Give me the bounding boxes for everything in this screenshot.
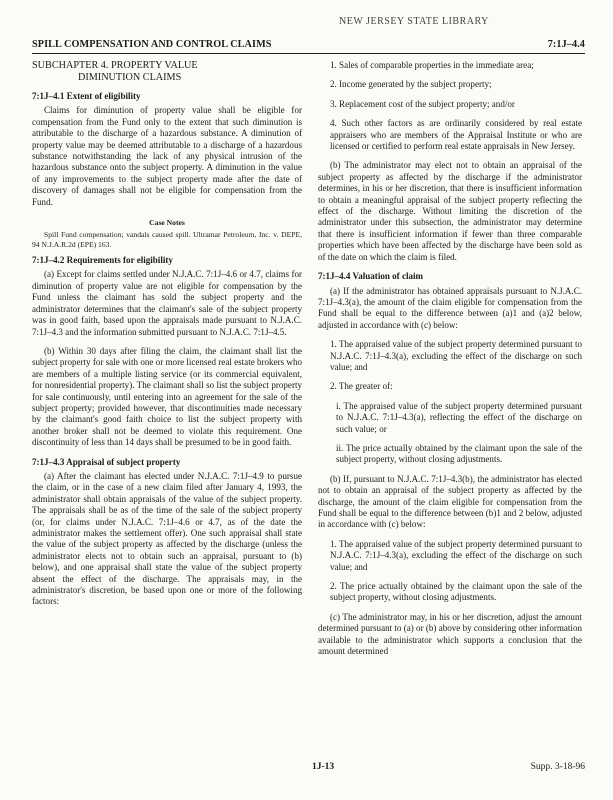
item-b2: 2. The price actually obtained by the claimant upon the sale of the subject property, without closing adjustments. xyxy=(330,581,582,603)
left-column xyxy=(32,60,302,608)
section-4-2-b: (b) Within 30 days after filing the claim, the claimant shall list the subject property for sale with one or more licensed real estate brokers who are members of a multiple listing service (or its commercial equivalent, for nonresidential property). The claimant shall so list the subject property for sale continuously, until entering into an agreement for the sale of the subject property; provided however, that discontinuities made necessary by the claimant's good faith choice to list the subject property with another broker shall not be deemed to violate this requirement. One discontinuity of less than 14 days shall be presumed to be in good faith. xyxy=(32,345,302,448)
section-4-4-b: (b) If, pursuant to N.J.A.C. 7:1J–4.3(b), the administrator has elected not to obtain an appraisal of the subject property as affected by the discharge, the amount of the claim eligible for compensation from the Fund shall be equal to the difference between (b)1 and 2 below, adjusted in accordance with (c) below: xyxy=(318,473,582,530)
subchapter-line-1: SUBCHAPTER 4. PROPERTY VALUE xyxy=(32,60,198,71)
section-4-4-c: (c) The administrator may, in his or her discretion, adjust the amount determined pursuant to (a) or (b) above by considering other information available to the administrator which supports a conclusion that the amount determined xyxy=(318,611,582,657)
factor-4: 4. Such other factors as are ordinarily considered by real estate appraisers who are members of the Appraisal Institute or who are licensed or certified to perform real estate appraisals in New Jersey. xyxy=(330,118,582,152)
right-column xyxy=(318,60,582,657)
section-heading-4-4: 7:1J–4.4 Valuation of claim xyxy=(318,271,424,282)
section-4-2-a: (a) Except for claims settled under N.J.A.C. 7:1J–4.6 or 4.7, claims for diminution of property value are not eligible for compensation by the Fund unless the claimant has sold the subject property and the administrator determines that the claimant's sale of the subject property was in good faith, based upon the appraisals made pursuant to N.J.A.C. 7:1J–4.3 and the information submitted pursuant to N.J.A.C. 7:1J–4.5. xyxy=(32,269,302,337)
case-note-text: Spill Fund compensation; vandals caused spill. Ultramar Petroleum, Inc. v. DEPE, 94 N.J.A.R.2d (EPE) 163. xyxy=(32,230,302,249)
library-stamp: NEW JERSEY STATE LIBRARY xyxy=(339,16,489,27)
section-heading-4-2: 7:1J–4.2 Requirements for eligibility xyxy=(32,255,173,266)
item-b1: 1. The appraised value of the subject property determined pursuant to N.J.A.C. 7:1J–4.3(a), excluding the effect of the discharge on such value; and xyxy=(330,538,582,572)
section-heading-4-3: 7:1J–4.3 Appraisal of subject property xyxy=(32,456,181,467)
section-heading-4-1: 7:1J–4.1 Extent of eligibility xyxy=(32,91,141,101)
header-title: SPILL COMPENSATION AND CONTROL CLAIMS xyxy=(32,39,272,50)
section-4-3-b: (b) The administrator may elect not to obtain an appraisal of the subject property as affected by the discharge if the administrator determines, in his or her discretion, that there is insufficient information to obtain a meaningful appraisal of the subject property reflecting the effect of the discharge. Without limiting the discretion of the administrator under this subsection, the administrator may determine that there is insufficient information if fewer than three comparable properties which have been affected by the discharge have been sold as of the date on which the claim is filed. xyxy=(318,160,582,262)
section-4-4-a: (a) If the administrator has obtained appraisals pursuant to N.J.A.C. 7:1J–4.3(a), the amount of the claim eligible for compensation from the Fund shall be equal to the difference between (a)1 and (a)2 below, adjusted in accordance with (c) below: xyxy=(318,285,582,330)
subchapter-title xyxy=(32,60,302,84)
case-notes-heading: Case Notes xyxy=(149,218,185,228)
section-4-1-text: Claims for diminution of property value shall be eligible for compensation from the Fund only to the extent that such diminution is attributable to the discharge of a hazardous substance. A diminution of property value may be deemed attributable to a discharge of a hazardous substance notwithstanding the lack of any physical intrusion of the hazardous substance onto the subject property. A diminution in the value of any improvements to the subject property made after the date of discovery of damages shall not be eligible for compensation from the Fund. xyxy=(32,105,302,207)
subchapter-line-2: DIMINUTION CLAIMS xyxy=(78,72,182,83)
item-a2: 2. The greater of: xyxy=(330,381,393,392)
running-header xyxy=(32,39,585,54)
factor-3: 3. Replacement cost of the subject property; and/or xyxy=(330,98,515,109)
factor-1: 1. Sales of comparable properties in the immediate area; xyxy=(330,60,534,70)
item-a2-i: i. The appraised value of the subject property determined pursuant to N.J.A.C. 7:1J–4.3(a), reflecting the effect of the discharge on such value; or xyxy=(336,400,582,434)
factor-2: 2. Income generated by the subject property; xyxy=(330,79,492,90)
item-a2-ii: ii. The price actually obtained by the claimant upon the sale of the subject property, without closing adjustments. xyxy=(336,442,582,465)
section-4-3-a: (a) After the claimant has elected under N.J.A.C. 7:1J–4.9 to pursue the claim, or in the case of a new claim filed after January 4, 1993, the administrator shall obtain appraisals of the value of the subject property. The appraisals shall be as of the time of the sale of the subject property (or, for claims under N.J.A.C. 7:1J–4.6 or 4.7, as of the date the administrator makes the settlement offer). One such appraisal shall state the value of the subject property as affected by the discharge (unless the administrator elects not to obtain such an appraisal, pursuant to (b) below), and one appraisal shall state the value of the subject property absent the effect of the discharge. The appraisals may, in the administrator's discretion, be based upon one or more of the following factors: xyxy=(32,470,302,607)
header-section: 7:1J–4.4 xyxy=(547,39,585,50)
supplement-date: Supp. 3-18-96 xyxy=(530,762,585,772)
item-a1: 1. The appraised value of the subject property determined pursuant to N.J.A.C. 7:1J–4.3(a), excluding the effect of the discharge on such value; and xyxy=(330,339,582,372)
page-number: 1J-13 xyxy=(312,762,335,772)
